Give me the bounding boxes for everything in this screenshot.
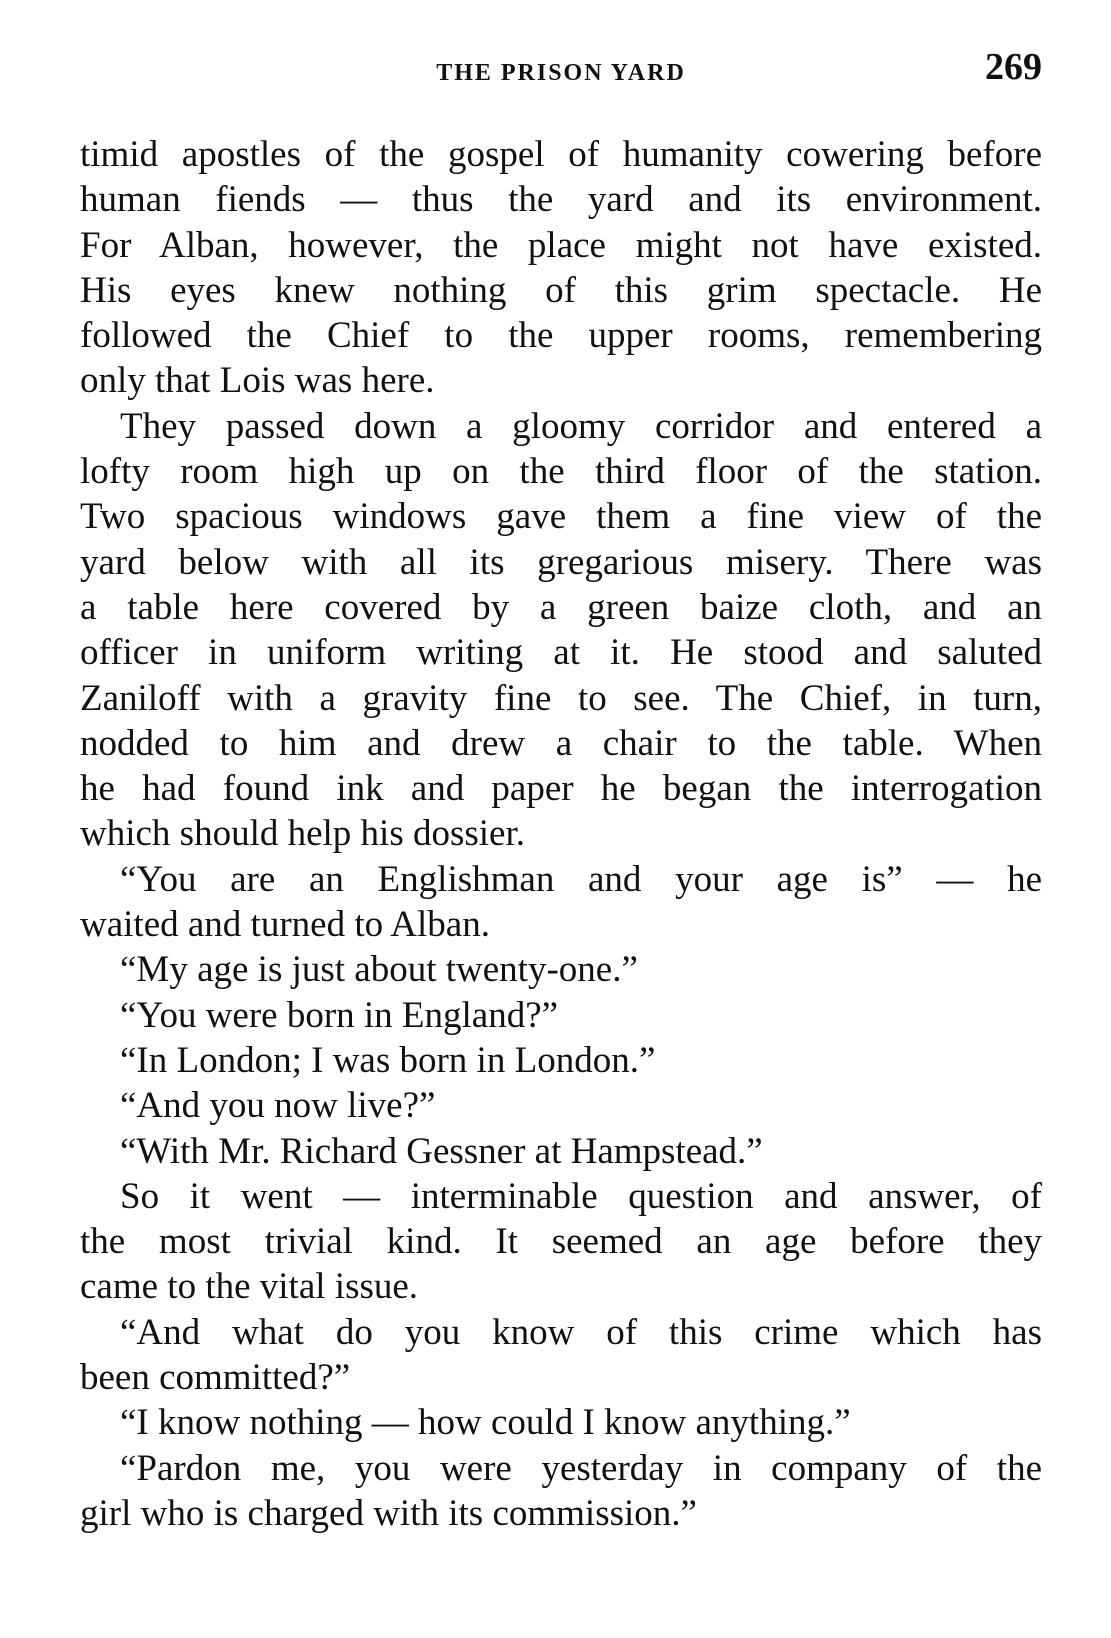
- text-line: “My age is just about twenty-one.”: [120, 949, 638, 991]
- text-line: followed the Chief to the upper rooms, remembering: [80, 315, 1042, 357]
- running-title: THE PRISON YARD: [436, 60, 686, 86]
- text-line: “And what do you know of this crime which has: [120, 1311, 1042, 1353]
- text-line: girl who is charged with its commission.”: [80, 1492, 697, 1534]
- text-line: he had found ink and paper he began the interrogation: [80, 768, 1042, 810]
- text-line: yard below with all its gregarious misery. There was: [80, 541, 1042, 583]
- text-line: been committed?”: [80, 1357, 351, 1399]
- text-line: a table here covered by a green baize cloth, and an: [80, 586, 1042, 628]
- text-line: “And you now live?”: [120, 1085, 436, 1127]
- text-line: “You are an Englishman and your age is” — he: [120, 858, 1042, 900]
- text-line: waited and turned to Alban.: [80, 904, 490, 946]
- body-text: [80, 132, 1042, 1536]
- text-line: So it went — interminable question and answer, of: [120, 1175, 1042, 1217]
- text-line: “In London; I was born in London.”: [120, 1039, 656, 1081]
- text-line: nodded to him and drew a chair to the table. When: [80, 722, 1042, 764]
- text-line: “I know nothing — how could I know anything.”: [120, 1402, 851, 1444]
- text-line: lofty room high up on the third floor of the station.: [80, 451, 1042, 493]
- text-line: the most trivial kind. It seemed an age before they: [80, 1221, 1042, 1263]
- text-line: officer in uniform writing at it. He stood and saluted: [80, 632, 1042, 674]
- text-line: They passed down a gloomy corridor and entered a: [120, 405, 1042, 447]
- text-line: only that Lois was here.: [80, 360, 435, 402]
- text-line: Zaniloff with a gravity fine to see. The Chief, in turn,: [80, 677, 1042, 719]
- text-line: “You were born in England?”: [120, 994, 559, 1036]
- text-line: came to the vital issue.: [80, 1266, 419, 1308]
- text-line: timid apostles of the gospel of humanity cowering before: [80, 134, 1042, 175]
- text-line: “With Mr. Richard Gessner at Hampstead.”: [120, 1130, 763, 1172]
- text-line: His eyes knew nothing of this grim spectacle. He: [80, 269, 1042, 311]
- running-head: [80, 48, 1042, 98]
- text-line: Two spacious windows gave them a fine view of the: [80, 496, 1042, 538]
- text-line: human fiends — thus the yard and its environment.: [80, 179, 1042, 221]
- text-line: “Pardon me, you were yesterday in company of the: [120, 1447, 1042, 1489]
- text-line: which should help his dossier.: [80, 813, 526, 855]
- page-number: 269: [985, 46, 1042, 88]
- text-line: For Alban, however, the place might not have existed.: [80, 224, 1042, 266]
